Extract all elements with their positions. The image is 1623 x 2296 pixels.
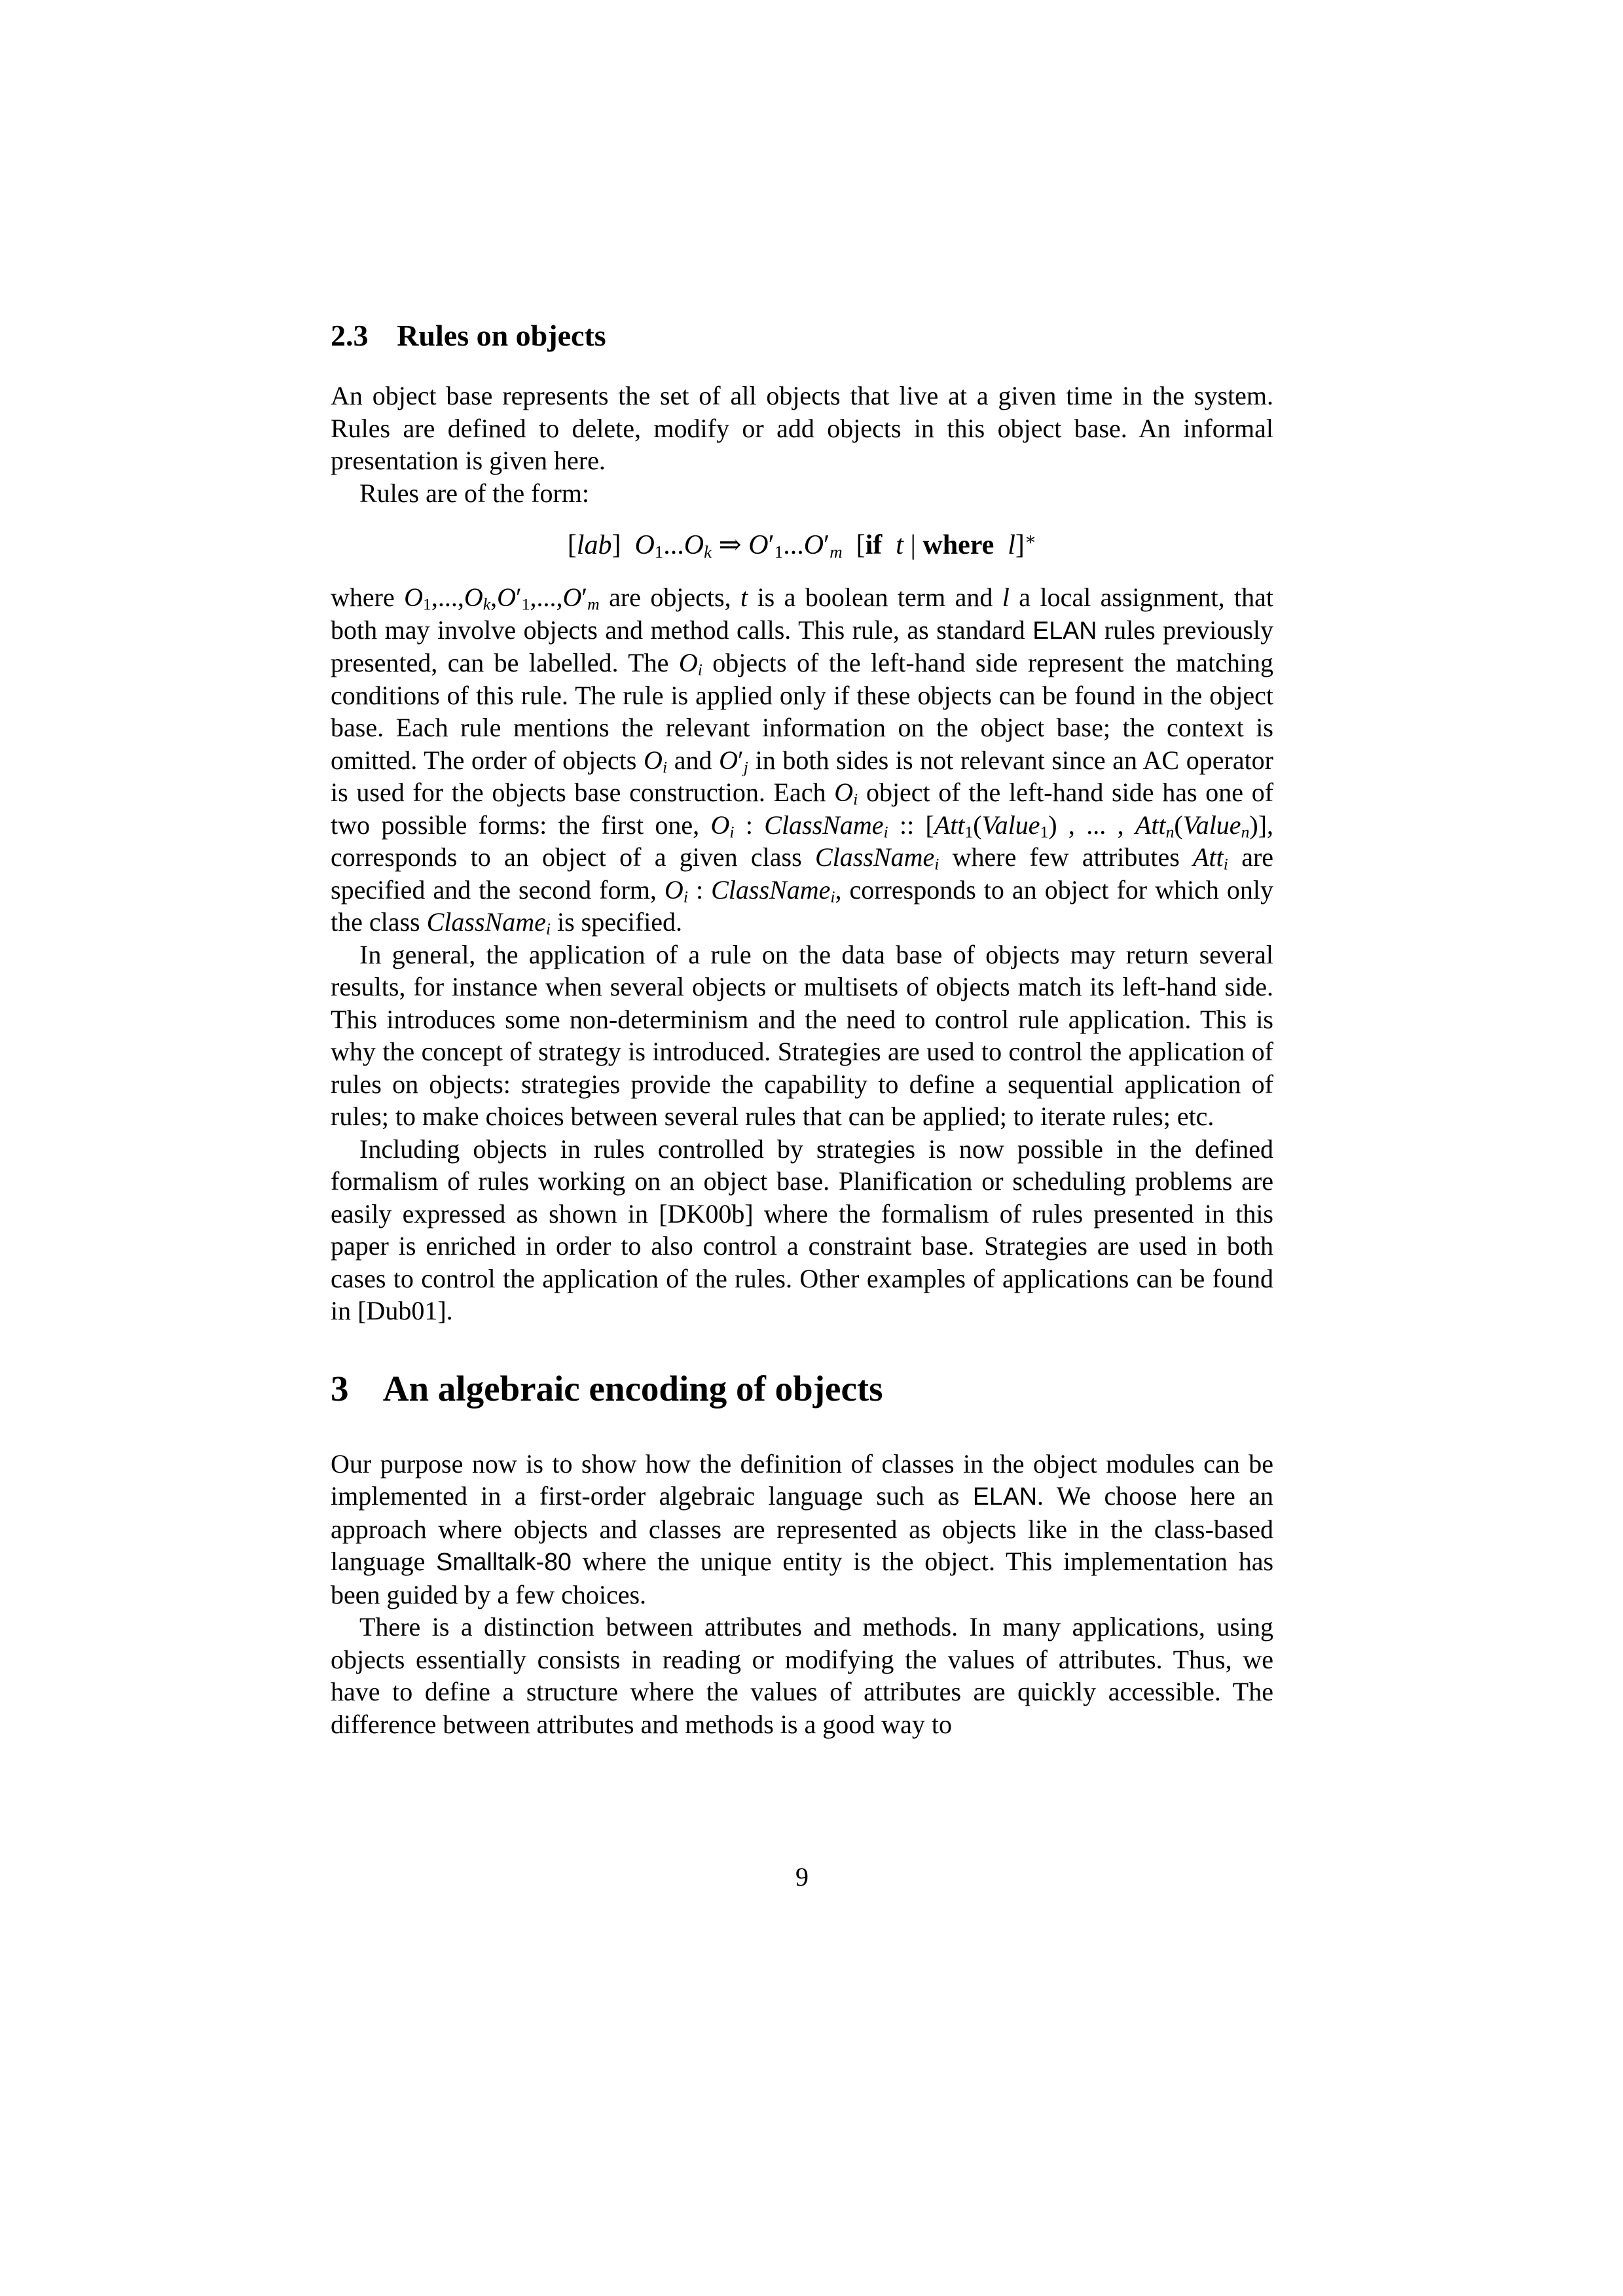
- text-run: ′: [738, 745, 744, 775]
- text-run: is specified.: [551, 907, 683, 937]
- paragraph: [331, 1448, 1273, 1611]
- paragraph: [331, 581, 1273, 939]
- text-run: [: [567, 530, 577, 560]
- text-run: t: [740, 583, 748, 612]
- text-run: :: [734, 810, 765, 840]
- text-run: in both sides is not relevant since an AC operator is used for the objects base construction. Each: [331, 745, 1274, 807]
- text-run: l: [1002, 583, 1010, 612]
- text-run: O: [497, 583, 516, 612]
- text-run: ]: [611, 530, 635, 560]
- text-run: Value: [981, 810, 1040, 840]
- text-run: i: [683, 887, 688, 906]
- text-run: and: [667, 745, 720, 775]
- text-run: Value: [1182, 810, 1241, 840]
- text-run: k: [704, 541, 712, 562]
- text-run: ]: [1015, 530, 1025, 560]
- paragraph: [331, 1133, 1273, 1327]
- text-run: i: [697, 660, 702, 679]
- text-run: ,...,: [530, 583, 563, 612]
- text-run: O: [562, 583, 582, 612]
- text-run: . We choose here an approach where objects and classes are represented as objects like in the class-based language: [331, 1481, 1273, 1576]
- text-run: Att: [1135, 810, 1166, 840]
- text-run: O: [684, 530, 704, 560]
- text-run: O: [803, 530, 824, 560]
- text-run: ,: [490, 583, 498, 612]
- paragraph: [331, 939, 1273, 1133]
- text-run: ELAN: [972, 1482, 1038, 1510]
- text-run: ELAN: [1032, 616, 1097, 644]
- text-run: ,...,: [431, 583, 464, 612]
- text-run: An object base represents the set of all objects that live at a given time in the system. Rules are defined to delete, modify or add objects in this object base. An informal presentation is given here.: [331, 381, 1273, 475]
- text-run: Including objects in rules controlled by strategies is now possible in the defined formalism of rules working on an object base. Planification or scheduling problems are easily expressed as shown in [DK00b] where the formalism of rules presented in this paper is enriched in order to also control a constraint base. Strategies are used in both cases to control the application of the rules. Other examples of applications can be found in [Dub01].: [331, 1134, 1273, 1325]
- text-run: O: [634, 530, 655, 560]
- text-run: Att: [934, 810, 965, 840]
- text-run: 1: [654, 541, 664, 562]
- paragraph: [331, 477, 1273, 510]
- text-run: Rules are of the form:: [359, 478, 589, 508]
- text-run: i: [1223, 854, 1228, 874]
- text-run: O: [834, 778, 854, 807]
- text-run: i: [934, 854, 939, 874]
- text-run: [994, 530, 1008, 560]
- text-run: 1: [423, 594, 431, 614]
- text-run: object of the left-hand side has one of two possible forms: the first one,: [331, 778, 1274, 840]
- paragraph: [331, 380, 1273, 477]
- text-run: where few attributes: [939, 842, 1194, 872]
- text-run: O: [464, 583, 483, 612]
- text-run: rules previously presented, can be labelled. The: [331, 615, 1273, 677]
- text-run: l: [1008, 530, 1015, 560]
- text-run: 1: [964, 822, 974, 842]
- text-run: O: [664, 874, 684, 905]
- text-run: a local assignment, that both may involve objects and method calls. This rule, as standard: [331, 583, 1274, 645]
- text-run: Att: [1193, 842, 1224, 872]
- section-title: Rules on objects: [397, 319, 606, 352]
- text-run: O: [644, 745, 663, 775]
- text-run: ∗: [1024, 529, 1037, 549]
- text-run: ′: [581, 583, 588, 612]
- text-run: m: [587, 594, 600, 614]
- text-run: ClassName: [711, 874, 831, 905]
- text-run: are specified and the second form,: [331, 842, 1274, 905]
- text-run: lab: [576, 530, 612, 560]
- text-run: Smalltalk-80: [436, 1548, 572, 1575]
- text-run: ...: [783, 530, 804, 560]
- text-run: j: [743, 757, 748, 777]
- section-title: An algebraic encoding of objects: [382, 1368, 883, 1408]
- text-run: i: [830, 887, 835, 906]
- text-run: ′: [515, 583, 522, 612]
- text-run: k: [483, 594, 491, 614]
- text-run: i: [883, 822, 888, 842]
- text-run: i: [662, 757, 668, 777]
- text-run: )], corresponds to an object of a given class: [331, 810, 1273, 872]
- text-run: n: [1241, 822, 1250, 842]
- text-run: ′: [824, 530, 830, 560]
- text-run: are objects,: [599, 583, 741, 612]
- text-run: O: [748, 530, 769, 560]
- text-run: O: [710, 810, 730, 840]
- text-run: i: [853, 789, 858, 809]
- text-run: n: [1165, 822, 1175, 842]
- text-run: O: [404, 583, 424, 612]
- text-run: In general, the application of a rule on the data base of objects may return several results, for instance when several objects or multisets of objects match its left-hand side. This introduces some non-determinism and the need to control rule application. This is why the concept of strategy is introduced. Strategies are used to control the application of rules on objects: strategies provide the capability to define a sequential application of rules; to make choices between several rules that can be applied; to iterate rules; etc.: [331, 939, 1273, 1131]
- text-run: 1: [1040, 822, 1049, 842]
- text-run: 1: [521, 594, 530, 614]
- paragraph: [331, 1611, 1273, 1740]
- text-run: i: [729, 822, 735, 842]
- section-heading: [331, 1368, 1273, 1410]
- text-run: m: [830, 541, 843, 562]
- text-run: (: [1174, 810, 1183, 840]
- text-run: ⇒: [712, 530, 749, 560]
- text-column: [331, 318, 1273, 1740]
- page-number: 9: [795, 1862, 809, 1892]
- text-run: O: [719, 745, 739, 775]
- text-run: ′: [768, 530, 775, 560]
- text-run: objects of the left-hand side represent the matching conditions of this rule. The rule is applied only if these objects can be found in the object base. Each rule mentions the relevant information on the object base; the context is omitted. The order of objects: [331, 648, 1274, 775]
- text-run: ClassName: [814, 842, 935, 872]
- text-run: ) , ... ,: [1048, 810, 1135, 840]
- text-run: [: [842, 530, 866, 560]
- text-run: where: [922, 530, 994, 560]
- text-run: i: [545, 919, 551, 939]
- text-run: ...: [663, 530, 684, 560]
- text-run: (: [973, 810, 982, 840]
- text-run: Our purpose now is to show how the definition of classes in the object modules can be implemented in a first-order algebraic language such as: [331, 1448, 1273, 1511]
- text-run: where the unique entity is the object. This implementation has been guided by a few choices.: [331, 1547, 1274, 1609]
- text-run: if: [865, 530, 883, 560]
- text-run: :: [687, 874, 712, 905]
- text-run: is a boolean term and: [748, 583, 1002, 612]
- text-run: , corresponds to an object for which only the class: [331, 874, 1273, 937]
- text-run: ClassName: [764, 810, 884, 840]
- text-run: :: [: [888, 810, 934, 840]
- text-run: t: [896, 530, 903, 560]
- text-run: [882, 530, 896, 560]
- text-run: 1: [774, 541, 784, 562]
- text-run: There is a distinction between attributes and methods. In many applications, using objects essentially consists in reading or modifying the values of attributes. Thus, we have to define a structure where the values of attributes are quickly accessible. The difference between attributes and methods is a good way to: [331, 1612, 1273, 1739]
- text-run: ClassName: [426, 907, 546, 937]
- text-run: O: [678, 648, 698, 677]
- text-run: |: [903, 530, 923, 560]
- text-run: where: [331, 583, 405, 612]
- display-formula: [331, 526, 1273, 564]
- section-number: 2.3: [331, 319, 369, 352]
- section-number: 3: [331, 1368, 349, 1408]
- section-heading: [331, 318, 1273, 353]
